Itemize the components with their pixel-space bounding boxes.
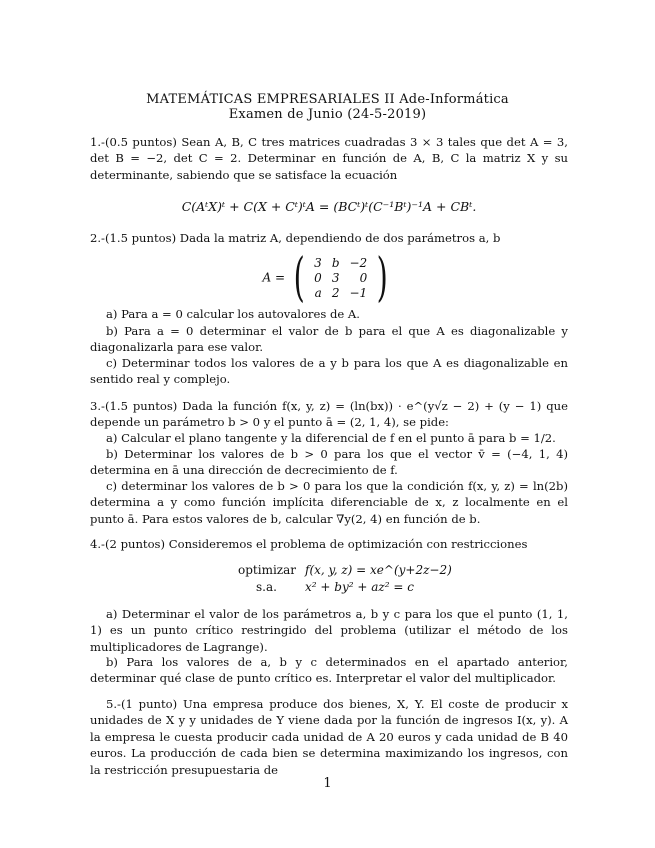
page-number: 1 — [323, 776, 332, 791]
subject-to-label: s.a. — [256, 580, 277, 594]
question-1-text: 1.-(0.5 puntos) Sean A, B, C tres matrices cuadradas 3 × 3 tales que det A = 3, det B = −2, det C = 2. Determinar en función de A, B, C la matriz X y su determinante, sabiendo que se satisface la ecuación — [90, 135, 568, 182]
question-4-part-a — [90, 606, 568, 655]
matrix-cell: −1 — [349, 286, 368, 300]
question-3-part-a — [90, 430, 568, 446]
optimize-label: optimizar — [238, 563, 296, 577]
matrix-cell: 2 — [331, 286, 340, 300]
question-2-part-a — [90, 306, 568, 322]
question-2-part-c-text: c) Determinar todos los valores de a y b para los que A es diagonalizable en sentido real y complejo. — [90, 356, 568, 387]
question-2-part-b — [90, 323, 568, 356]
matrix-table — [309, 256, 372, 301]
question-2-part-a-text: a) Para a = 0 calcular los autovalores de A. — [106, 307, 360, 321]
matrix-A — [0, 248, 655, 308]
question-4-intro: 4.-(2 puntos) Consideremos el problema de optimización con restricciones — [90, 537, 528, 551]
question-2-intro: 2.-(1.5 puntos) Dada la matriz A, dependiendo de dos parámetros a, b — [90, 231, 501, 245]
matrix-cell: b — [331, 256, 340, 270]
question-3-intro: 3.-(1.5 puntos) Dada la función f(x, y, z) = (ln(bx)) · e^(y√z − 2) + (y − 1) que depende un parámetro b > 0 y el punto ā = (2, 1, 4), se pide: — [90, 399, 568, 430]
question-3-part-c — [90, 478, 568, 527]
matrix-cell: a — [314, 286, 322, 300]
question-4-part-a-text: a) Determinar el valor de los parámetros a, b y c para los que el punto (1, 1, 1) es un punto crítico restringido del problema (utilizar el método de los multiplicadores de Lagrange). — [90, 607, 568, 654]
matrix-cell: 3 — [331, 271, 340, 285]
question-4-part-b — [90, 654, 568, 687]
matrix-cell: 0 — [314, 271, 322, 285]
matrix-cell: 3 — [314, 256, 322, 270]
question-3-part-a-text: a) Calcular el plano tangente y la diferencial de f en el punto ā para b = 1/2. — [106, 431, 556, 445]
left-paren: ( — [293, 248, 305, 308]
question-2-part-c — [90, 355, 568, 388]
question-3-part-b-text: b) Determinar los valores de b > 0 para los que el vector v̄ = (−4, 1, 4) determina en ā una dirección de decrecimiento de f. — [90, 447, 568, 478]
constraint: x² + by² + az² = c — [305, 580, 414, 594]
matrix-cell: 0 — [359, 271, 368, 285]
right-paren: ) — [376, 248, 388, 308]
question-4-part-b-text: b) Para los valores de a, b y c determinados en el apartado anterior, determinar qué clase de punto crítico es. Interpretar el valor del multiplicador. — [90, 655, 568, 686]
exam-title: MATEMÁTICAS EMPRESARIALES II Ade-Informática — [146, 92, 509, 107]
question-2-part-b-text: b) Para a = 0 determinar el valor de b para el que A es diagonalizable y diagonalizarla para ese valor. — [90, 324, 568, 355]
question-3-part-b — [90, 446, 568, 479]
question-5-text — [90, 696, 568, 778]
objective-function: f(x, y, z) = xe^(y+2z−2) — [305, 563, 452, 577]
matrix-cell: −2 — [349, 256, 368, 270]
exam-subtitle: Examen de Junio (24-5-2019) — [228, 107, 427, 122]
question-5-body: 5.-(1 punto) Una empresa produce dos bienes, X, Y. El coste de producir x unidades de X y y unidades de Y viene dada por la función de ingresos I(x, y). A la empresa le cuesta producir cada unidad de A 20 euros y cada unidad de B 40 euros. La producción de cada bien se determina maximizando los ingresos, con la restricción presupuestaria de — [90, 697, 568, 777]
matrix-label: A = — [262, 270, 286, 285]
question-3-part-c-text: c) determinar los valores de b > 0 para los que la condición f(x, y, z) = ln(2b) determina a y como función implícita diferenciable de x, z localmente en el punto ā. Para estos valores de b, calcular ∇y(2, 4) en función de b. — [90, 479, 568, 526]
question-1-equation: C(AᵗX)ᵗ + C(X + Cᵗ)ᵗA = (BCᵗ)ᵗ(C⁻¹Bᵗ)⁻¹A + CBᵗ. — [181, 199, 477, 214]
